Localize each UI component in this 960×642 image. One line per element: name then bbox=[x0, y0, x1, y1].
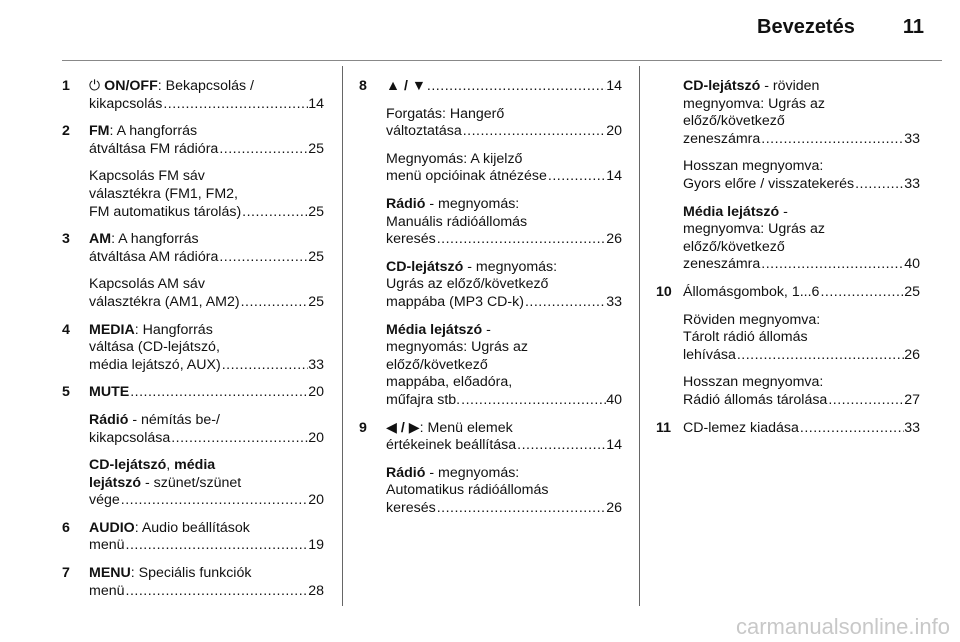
content-column-1 bbox=[62, 78, 324, 610]
text-line bbox=[683, 312, 920, 330]
text-line bbox=[89, 231, 324, 249]
text-segment: Gyors előre / visszatekerés bbox=[683, 175, 855, 192]
text-line bbox=[683, 284, 920, 302]
text-line bbox=[683, 221, 920, 239]
bold-term: Rádió bbox=[89, 411, 129, 428]
page-reference: 20 bbox=[606, 123, 622, 140]
text-segment: keresés bbox=[386, 231, 436, 248]
page-reference: 26 bbox=[904, 346, 920, 363]
page-reference: 14 bbox=[606, 168, 622, 185]
text-segment: kikapcsolás bbox=[89, 95, 163, 112]
entry-paragraph bbox=[386, 420, 622, 455]
text-segment: Megnyomás: A kijelző bbox=[386, 150, 523, 167]
control-number: 2 bbox=[62, 123, 70, 140]
text-line bbox=[89, 276, 324, 294]
entry-paragraph bbox=[386, 465, 622, 518]
page-reference: 14 bbox=[308, 95, 324, 112]
text-line bbox=[89, 339, 324, 357]
control-number: 6 bbox=[62, 519, 70, 536]
dot-leader bbox=[516, 437, 606, 455]
column-divider bbox=[342, 66, 343, 606]
dot-leader bbox=[460, 392, 606, 410]
bold-term: MENU bbox=[89, 565, 131, 582]
text-segment: CD-lemez kiadása bbox=[683, 419, 799, 436]
entry-paragraph bbox=[89, 123, 324, 158]
dot-leader bbox=[162, 96, 308, 114]
text-segment: , bbox=[166, 457, 175, 474]
bold-term: Média lejátszó bbox=[386, 321, 483, 338]
text-line bbox=[89, 520, 324, 538]
dot-leader bbox=[218, 249, 308, 267]
text-segment: Forgatás: Hangerő bbox=[386, 105, 505, 122]
entry-paragraph bbox=[89, 276, 324, 311]
control-number: 8 bbox=[359, 78, 367, 94]
text-segment: megnyomva: Ugrás az bbox=[683, 95, 825, 112]
entry-body bbox=[89, 78, 324, 123]
text-segment: átváltása AM rádióra bbox=[89, 248, 219, 265]
control-entry bbox=[62, 123, 324, 231]
text-line bbox=[683, 374, 920, 392]
text-segment: megnyomva: Ugrás az bbox=[683, 221, 825, 238]
page-reference: 33 bbox=[308, 356, 324, 373]
text-segment: választékra (AM1, AM2) bbox=[89, 293, 240, 310]
page-reference: 25 bbox=[308, 140, 324, 157]
text-line bbox=[386, 168, 622, 186]
text-line bbox=[386, 420, 622, 438]
entry-paragraph bbox=[386, 78, 622, 96]
control-number: 11 bbox=[656, 419, 671, 436]
text-line bbox=[89, 475, 324, 493]
dot-leader bbox=[547, 168, 606, 186]
control-entry bbox=[62, 231, 324, 321]
bold-term: FM bbox=[89, 123, 110, 140]
text-line bbox=[386, 231, 622, 249]
entry-paragraph bbox=[683, 420, 920, 438]
entry-body bbox=[683, 284, 920, 420]
text-line bbox=[683, 420, 920, 438]
page-reference: 14 bbox=[606, 78, 622, 94]
text-line bbox=[683, 113, 920, 131]
text-line bbox=[89, 96, 324, 114]
text-segment: menü bbox=[89, 537, 125, 554]
text-line bbox=[89, 186, 324, 204]
text-segment: : A hangforrás bbox=[109, 123, 198, 140]
text-line bbox=[89, 384, 324, 402]
entry-paragraph bbox=[89, 78, 324, 113]
text-segment: Tárolt rádió állomás bbox=[683, 329, 808, 346]
text-segment: zeneszámra bbox=[683, 130, 761, 147]
text-segment: - röviden bbox=[760, 78, 820, 94]
entry-paragraph bbox=[89, 231, 324, 266]
text-line bbox=[386, 196, 622, 214]
bold-term: MEDIA bbox=[89, 321, 135, 338]
text-line bbox=[89, 322, 324, 340]
bold-term: CD-lejátszó bbox=[683, 78, 761, 94]
page-reference: 25 bbox=[308, 293, 324, 310]
text-line bbox=[386, 78, 622, 96]
control-entry bbox=[656, 284, 920, 420]
page-reference: 26 bbox=[606, 499, 622, 516]
control-entry bbox=[62, 520, 324, 565]
page-title: Bevezetés bbox=[757, 16, 855, 38]
text-line bbox=[683, 329, 920, 347]
entry-body bbox=[89, 520, 324, 565]
dot-leader bbox=[125, 583, 309, 601]
bold-term: Média lejátszó bbox=[683, 203, 780, 220]
text-segment: - bbox=[482, 321, 491, 338]
text-segment: értékeinek beállítása bbox=[386, 437, 517, 454]
text-line bbox=[386, 294, 622, 312]
text-segment: műfajra stb. bbox=[386, 391, 461, 408]
page-reference: 40 bbox=[904, 256, 920, 273]
dot-leader bbox=[436, 500, 607, 518]
bold-term: Rádió bbox=[386, 464, 426, 481]
text-segment: Kapcsolás FM sáv bbox=[89, 168, 205, 185]
entry-body bbox=[683, 78, 920, 284]
text-line bbox=[386, 106, 622, 124]
text-segment: : Audio beállítások bbox=[134, 519, 250, 536]
page-reference: 20 bbox=[308, 384, 324, 401]
control-entry bbox=[62, 322, 324, 385]
text-line bbox=[386, 276, 622, 294]
text-segment: : Bekapcsolás / bbox=[157, 78, 254, 94]
bold-term: ON/OFF bbox=[104, 78, 158, 94]
bold-term: média bbox=[174, 457, 216, 474]
control-entry bbox=[359, 78, 622, 420]
page-header bbox=[757, 16, 924, 39]
text-line bbox=[89, 583, 324, 601]
text-segment: Röviden megnyomva: bbox=[683, 311, 821, 328]
dot-leader bbox=[799, 420, 904, 438]
text-line bbox=[89, 123, 324, 141]
bold-term: AUDIO bbox=[89, 519, 135, 536]
bold-term: CD-lejátszó bbox=[386, 258, 464, 275]
entry-paragraph bbox=[683, 284, 920, 302]
dot-leader bbox=[221, 357, 309, 375]
dot-leader bbox=[854, 176, 904, 194]
dot-leader bbox=[462, 123, 607, 141]
entry-paragraph bbox=[89, 322, 324, 375]
text-line bbox=[386, 465, 622, 483]
control-number: 3 bbox=[62, 231, 70, 248]
control-number bbox=[656, 78, 683, 284]
text-line bbox=[89, 357, 324, 375]
text-segment: előző/következő bbox=[683, 238, 785, 255]
entry-body bbox=[386, 78, 622, 420]
dot-leader bbox=[736, 347, 904, 365]
dot-leader bbox=[129, 384, 308, 402]
text-segment: média lejátszó, AUX) bbox=[89, 356, 221, 373]
entry-paragraph bbox=[683, 374, 920, 409]
text-segment: FM automatikus tárolás) bbox=[89, 203, 242, 220]
page-reference: 28 bbox=[308, 582, 324, 599]
bold-term: lejátszó bbox=[89, 474, 142, 491]
page-reference: 27 bbox=[904, 391, 920, 408]
entry-body bbox=[89, 123, 324, 231]
text-line bbox=[386, 339, 622, 357]
entry-paragraph bbox=[683, 158, 920, 193]
entry-paragraph bbox=[386, 196, 622, 249]
entry-paragraph bbox=[386, 151, 622, 186]
entry-paragraph bbox=[89, 384, 324, 402]
dot-leader bbox=[819, 284, 904, 302]
text-line bbox=[386, 482, 622, 500]
page-reference: 25 bbox=[308, 248, 324, 265]
dot-leader bbox=[120, 492, 308, 510]
text-segment: előző/következő bbox=[683, 113, 785, 130]
page-reference: 25 bbox=[904, 283, 920, 300]
control-entry bbox=[359, 420, 622, 528]
text-line bbox=[89, 565, 324, 583]
text-segment: Automatikus rádióállomás bbox=[386, 482, 549, 499]
header-rule bbox=[62, 60, 942, 61]
text-segment: mappába (MP3 CD-k) bbox=[386, 293, 524, 310]
text-segment: - megnyomás: bbox=[463, 258, 558, 275]
text-segment: Ugrás az előző/következő bbox=[386, 276, 549, 293]
entry-body bbox=[89, 384, 324, 520]
text-segment: : Speciális funkciók bbox=[130, 565, 252, 582]
text-line bbox=[386, 500, 622, 518]
entry-paragraph bbox=[89, 168, 324, 221]
text-line bbox=[683, 131, 920, 149]
control-number: 1 bbox=[62, 78, 70, 94]
text-line bbox=[683, 256, 920, 274]
text-segment: keresés bbox=[386, 499, 436, 516]
text-line bbox=[89, 249, 324, 267]
dot-leader bbox=[524, 294, 606, 312]
text-line bbox=[386, 392, 622, 410]
text-line bbox=[683, 158, 920, 176]
dot-leader bbox=[426, 78, 606, 96]
entry-paragraph bbox=[683, 204, 920, 274]
control-number: 4 bbox=[62, 321, 70, 338]
entry-paragraph bbox=[386, 322, 622, 410]
text-line bbox=[386, 322, 622, 340]
content-column-2 bbox=[359, 78, 622, 527]
text-line bbox=[89, 537, 324, 555]
text-line bbox=[386, 214, 622, 232]
text-segment: menü opcióinak átnézése bbox=[386, 168, 547, 185]
text-line bbox=[89, 430, 324, 448]
text-segment: menü bbox=[89, 582, 125, 599]
bold-term: CD-lejátszó bbox=[89, 457, 167, 474]
text-segment: - megnyomás: bbox=[425, 464, 520, 481]
entry-paragraph bbox=[89, 412, 324, 447]
text-line bbox=[386, 374, 622, 392]
text-line bbox=[683, 392, 920, 410]
control-number: 7 bbox=[62, 565, 70, 582]
entry-paragraph bbox=[89, 520, 324, 555]
text-segment: Kapcsolás AM sáv bbox=[89, 276, 205, 293]
page-reference: 33 bbox=[904, 175, 920, 192]
watermark: carmanualsonline.info bbox=[735, 614, 950, 639]
content-column-3 bbox=[656, 78, 920, 447]
text-segment: lehívása bbox=[683, 346, 736, 363]
control-entry bbox=[656, 420, 920, 448]
control-number: 10 bbox=[656, 283, 672, 300]
text-segment: változtatása bbox=[386, 123, 462, 140]
page-reference: 14 bbox=[606, 437, 622, 454]
text-segment: átváltása FM rádióra bbox=[89, 140, 219, 157]
text-segment: zeneszámra bbox=[683, 256, 761, 273]
text-line bbox=[386, 357, 622, 375]
control-entry bbox=[62, 384, 324, 520]
text-segment: kikapcsolása bbox=[89, 429, 171, 446]
text-line bbox=[683, 78, 920, 96]
page-reference: 33 bbox=[904, 130, 920, 147]
text-segment: Manuális rádióállomás bbox=[386, 213, 528, 230]
page-number: 11 bbox=[902, 16, 924, 38]
dot-leader bbox=[760, 256, 904, 274]
page-reference: 20 bbox=[308, 429, 324, 446]
text-segment: váltása (CD-lejátszó, bbox=[89, 339, 220, 356]
text-line bbox=[89, 457, 324, 475]
text-line bbox=[683, 176, 920, 194]
text-segment: : A hangforrás bbox=[111, 231, 199, 248]
dot-leader bbox=[240, 294, 309, 312]
text-line bbox=[386, 123, 622, 141]
text-segment: vége bbox=[89, 492, 120, 509]
text-line bbox=[89, 204, 324, 222]
text-segment: Állomásgombok, 1...6 bbox=[683, 283, 820, 300]
text-line bbox=[683, 204, 920, 222]
page-reference: 25 bbox=[308, 203, 324, 220]
dot-leader bbox=[125, 537, 309, 555]
bold-term: MUTE bbox=[89, 384, 130, 401]
entry-paragraph bbox=[683, 78, 920, 148]
entry-body bbox=[89, 565, 324, 610]
text-line bbox=[89, 78, 324, 96]
page-reference: 20 bbox=[308, 492, 324, 509]
entry-paragraph bbox=[386, 106, 622, 141]
text-segment: mappába, előadóra, bbox=[386, 374, 513, 391]
control-number: 5 bbox=[62, 384, 70, 401]
text-segment: előző/következő bbox=[386, 356, 488, 373]
page-reference: 33 bbox=[904, 419, 920, 436]
bold-term: AM bbox=[89, 231, 112, 248]
text-segment: ⏻ bbox=[89, 78, 105, 94]
text-line bbox=[683, 239, 920, 257]
control-entry bbox=[656, 78, 920, 284]
text-line bbox=[386, 259, 622, 277]
text-line bbox=[89, 412, 324, 430]
dot-leader bbox=[436, 231, 607, 249]
bold-term: Rádió bbox=[386, 195, 426, 212]
text-segment: megnyomás: Ugrás az bbox=[386, 339, 528, 356]
text-line bbox=[89, 492, 324, 510]
control-entry bbox=[62, 565, 324, 610]
text-segment: : Menü elemek bbox=[419, 419, 513, 436]
page-reference: 19 bbox=[308, 537, 324, 554]
text-segment: Hosszan megnyomva: bbox=[683, 374, 824, 391]
text-segment: Rádió állomás tárolása bbox=[683, 391, 828, 408]
entry-body bbox=[683, 420, 920, 448]
entry-paragraph bbox=[386, 259, 622, 312]
bold-term: ◀ / ▶ bbox=[386, 419, 420, 436]
entry-body bbox=[89, 322, 324, 385]
text-line bbox=[89, 168, 324, 186]
entry-body bbox=[386, 420, 622, 528]
page-reference: 26 bbox=[606, 231, 622, 248]
control-number: 9 bbox=[359, 419, 367, 436]
entry-paragraph bbox=[683, 312, 920, 365]
text-segment: - megnyomás: bbox=[425, 195, 520, 212]
text-segment: választékra (FM1, FM2, bbox=[89, 185, 238, 202]
text-segment: : Hangforrás bbox=[134, 321, 213, 338]
text-line bbox=[683, 347, 920, 365]
text-segment: - némítás be-/ bbox=[128, 411, 220, 428]
entry-body bbox=[89, 231, 324, 321]
text-line bbox=[683, 96, 920, 114]
control-entry bbox=[62, 78, 324, 123]
dot-leader bbox=[170, 430, 308, 448]
dot-leader bbox=[241, 204, 308, 222]
dot-leader bbox=[218, 141, 308, 159]
text-segment: - bbox=[779, 203, 788, 220]
text-line bbox=[386, 151, 622, 169]
text-segment: Hosszan megnyomva: bbox=[683, 158, 824, 175]
entry-paragraph bbox=[89, 565, 324, 600]
text-segment: - szünet/szünet bbox=[141, 474, 242, 491]
page-reference: 33 bbox=[606, 293, 622, 310]
column-divider bbox=[639, 66, 640, 606]
dot-leader bbox=[827, 392, 904, 410]
text-line bbox=[386, 437, 622, 455]
page-reference: 40 bbox=[606, 391, 622, 408]
text-line bbox=[89, 294, 324, 312]
text-line bbox=[89, 141, 324, 159]
bold-term: ▲ / ▼ bbox=[386, 78, 426, 94]
entry-paragraph bbox=[89, 457, 324, 510]
dot-leader bbox=[760, 131, 904, 149]
